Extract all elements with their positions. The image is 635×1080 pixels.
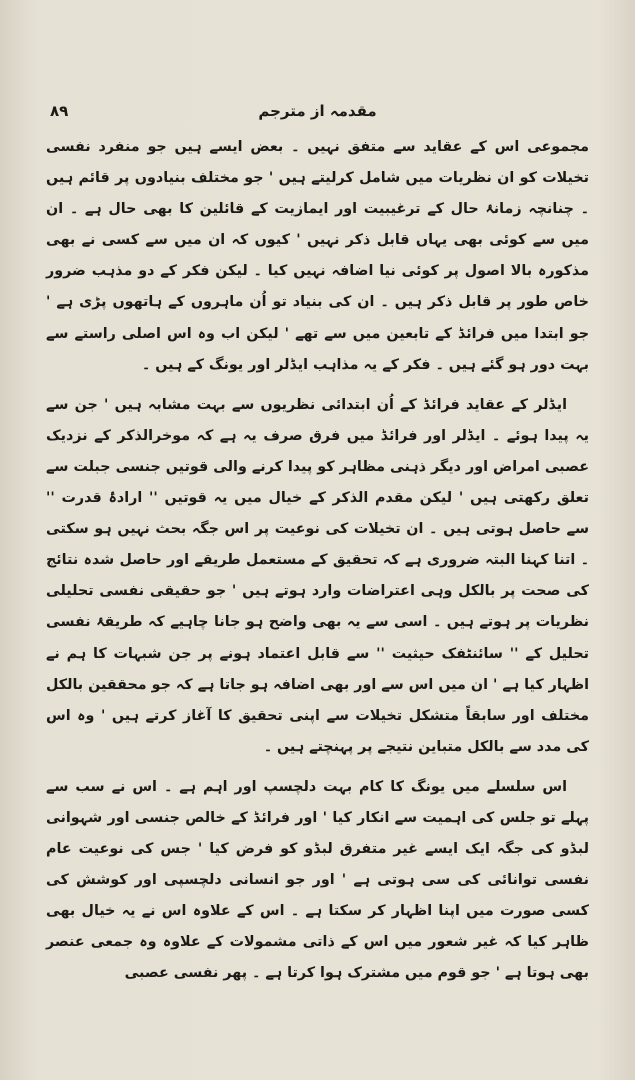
paragraph-1: مجموعی اس کے عقاید سے متفق نہیں ۔ بعض ایسے ہیں جو منفرد نفسی تخیلات کو ان نظریات میں شامل کرلیتے ہیں ' جو مختلف بنیادوں پر قائم ہیں ۔ چنانچہ زمانۂ حال کے ترغیبیت اور ایمازیت کے قائلین کا بھی حال ہے ۔ ان میں سے کوئی بھی یہاں قابل ذکر نہیں ' کیوں کہ ان میں سے کسی نے بھی مذکورہ بالا اصول پر کوئی نیا اضافہ نہیں کیا ۔ لیکن فکر کے دو مذہب ضرور خاص طور پر قابل ذکر ہیں ۔ ان کی بنیاد تو اُن ماہروں کے ہاتھوں پڑی ہے ' جو ابتدا میں فرائڈ کے تابعین میں سے تھے ' لیکن اب وہ اس اصلی راستے سے بہت دور ہو گئے ہیں ۔ فکر کے یہ مذاہب ایڈلر اور یونگ کے ہیں ۔ <box>46 139 589 373</box>
page-header <box>50 100 585 126</box>
page-number: ۸۹ <box>50 102 69 120</box>
page-title: مقدمہ از مترجم <box>258 102 377 120</box>
paragraph-3: اس سلسلے میں یونگ کا کام بہت دلچسپ اور اہم ہے ۔ اس نے سب سے پہلے تو جلس کی اہمیت سے انکار کیا ' اور فرائڈ کے خالص جنسی اور شہوانی لبڈو کی جگہ ایک ایسے غیر متفرق لبڈو کو فرض کیا ' جس کی نوعیت عام نفسی توانائی کی سی ہوتی ہے ' اور جو انسانی دلچسپی اور کوشش کی کسی صورت میں اپنا اظہار کر سکتا ہے ۔ اس کے علاوہ اس نے یہ خیال بھی ظاہر کیا کہ غیر شعور میں اس کے ذاتی مشمولات کے علاوہ وہ جمعی عنصر بھی ہوتا ہے ' جو قوم میں مشترک ہوا کرتا ہے ۔ پھر نفسی عصبی <box>46 778 589 982</box>
body-text <box>46 132 589 990</box>
paragraph-2: ایڈلر کے عقاید فرائڈ کے اُن ابتدائی نظریوں سے بہت مشابہ ہیں ' جن سے یہ پیدا ہوئے ۔ ایڈلر اور فرائڈ میں فرق صرف یہ ہے کہ موخرالذکر کے نزدیک عصبی امراض اور دیگر ذہنی مظاہر کو پیدا کرنے والی قوتیں جنسی جبلت سے تعلق رکھتی ہیں ' لیکن مقدم الذکر کے خیال میں یہ قوتیں '' ارادۂ قدرت '' سے حاصل ہوتی ہیں ۔ ان تخیلات کی نوعیت پر اس جگہ بحث نہیں ہو سکتی ۔ اتنا کہنا البتہ ضروری ہے کہ تحقیق کے مستعمل طریقے اور حاصل شدہ نتائج کی صحت پر بالکل وہی اعتراضات وارد ہوتے ہیں ' جو حقیقی نفسی تحلیلی نظریات پر ہوتے ہیں ۔ اسی سے یہ بھی واضح ہو جانا چاہیے کہ طریقۂ نفسی تحلیل کے '' سائنٹفک حیثیت '' سے قابل اعتماد ہونے پر جن شبہات کا ہم نے اظہار کیا ہے ' ان میں اس سے اور بھی اضافہ ہو جاتا ہے کہ جو محققین بالکل مختلف اور سابقاً متشکل تخیلات سے اپنی تحقیق کا آغاز کرتے ہیں ' وہ اس کی مدد سے بالکل متباین نتیجے پر پہنچتے ہیں ۔ <box>46 396 589 755</box>
